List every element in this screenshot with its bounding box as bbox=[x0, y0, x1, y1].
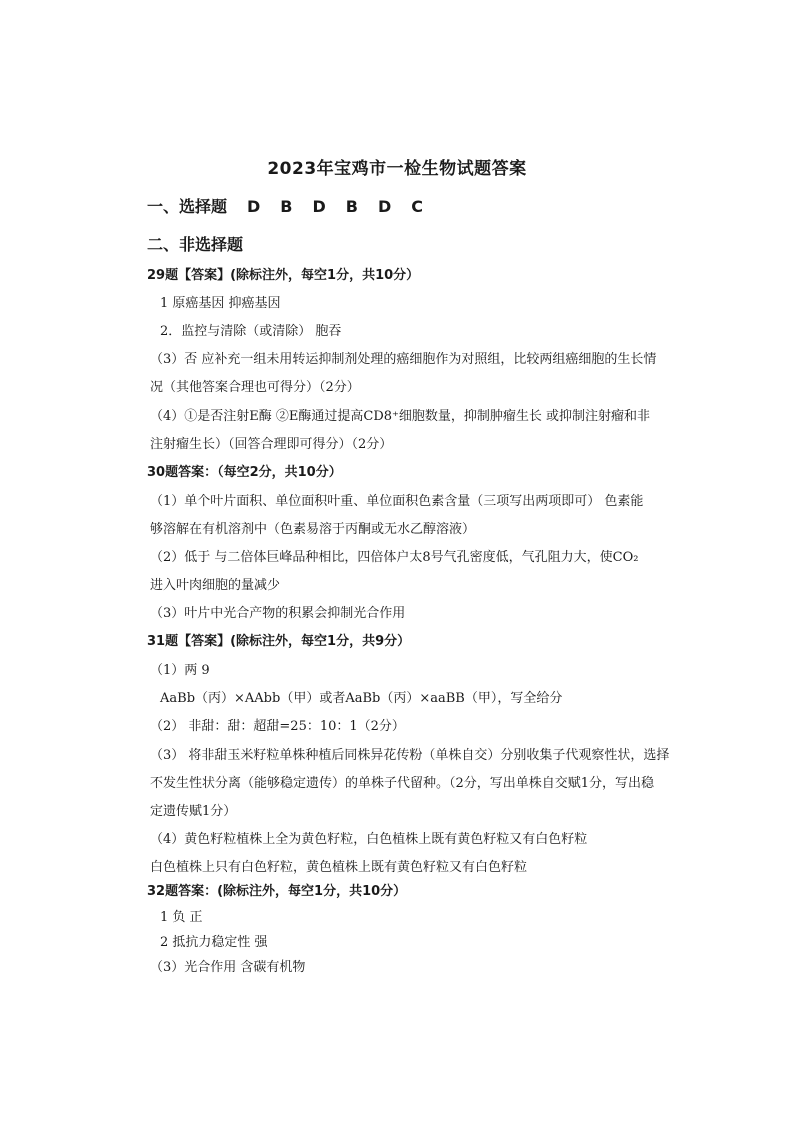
choice-answer: B bbox=[345, 197, 358, 216]
choice-answer: D bbox=[312, 197, 326, 216]
q29-line: 1 原癌基因 抑癌基因 bbox=[160, 296, 281, 311]
q30-line: （2）低于 与二倍体巨峰品种相比，四倍体户太8号气孔密度低，气孔阻力大，使CO₂ bbox=[150, 550, 639, 565]
choice-answer: C bbox=[411, 197, 424, 216]
choice-answer: B bbox=[280, 197, 293, 216]
q32-line: （3）光合作用 含碳有机物 bbox=[150, 960, 306, 975]
q30-line: （3）叶片中光合产物的积累会抑制光合作用 bbox=[150, 606, 406, 621]
q31-line: （3） 将非甜玉米籽粒单株种植后同株异花传粉（单株自交）分别收集子代观察性状，选择 bbox=[150, 748, 670, 763]
section-multiple-choice bbox=[147, 194, 423, 217]
q29-line: 注射瘤生长）（回答合理即可得分）（2分） bbox=[150, 437, 393, 452]
q29-line: 况（其他答案合理也可得分）（2分） bbox=[150, 380, 360, 395]
choice-answer: D bbox=[377, 197, 392, 216]
q30-line: 进入叶肉细胞的量减少 bbox=[150, 578, 281, 593]
q32-line: 2 抵抗力稳定性 强 bbox=[160, 935, 268, 950]
q31-line: 白色植株上只有白色籽粒，黄色植株上既有黄色籽粒又有白色籽粒 bbox=[150, 860, 528, 875]
choice-answer: D bbox=[247, 197, 261, 216]
q30-line: （1）单个叶片面积、单位面积叶重、单位面积色素含量（三项写出两项即可） 色素能 bbox=[150, 494, 644, 509]
q31-header: 31题【答案】(除标注外，每空1分，共9分） bbox=[147, 634, 411, 649]
page-title: 2023年宝鸡市一检生物试题答案 bbox=[267, 159, 527, 179]
q30-header: 30题答案：（每空2分，共10分） bbox=[147, 465, 342, 480]
q29-line: 2．监控与清除（或清除） 胞吞 bbox=[160, 324, 342, 339]
q29-header: 29题【答案】(除标注外，每空1分，共10分） bbox=[147, 268, 420, 283]
section-label: 一、选择题 bbox=[147, 197, 228, 216]
q31-line: 定遗传赋1分） bbox=[150, 804, 237, 819]
q32-header: 32题答案：(除标注外，每空1分，共10分） bbox=[147, 884, 407, 899]
q32-line: 1 负 正 bbox=[160, 910, 203, 925]
section-non-choice: 二、非选择题 bbox=[147, 235, 244, 254]
q29-line: （4）①是否注射E酶 ②E酶通过提高CD8⁺细胞数量，抑制肿瘤生长 或抑制注射瘤和非 bbox=[150, 409, 651, 424]
q31-line: （4）黄色籽粒植株上全为黄色籽粒，白色植株上既有黄色籽粒又有白色籽粒 bbox=[150, 832, 588, 847]
q30-line: 够溶解在有机溶剂中（色素易溶于丙酮或无水乙醇溶液） bbox=[150, 522, 476, 537]
q31-line: 不发生性状分离（能够稳定遗传）的单株子代留种。（2分，写出单株自交赋1分，写出稳 bbox=[150, 776, 655, 791]
q29-line: （3）否 应补充一组未用转运抑制剂处理的癌细胞作为对照组，比较两组癌细胞的生长情 bbox=[150, 352, 657, 367]
q31-line: AaBb（丙）×AAbb（甲）或者AaBb（丙）×aaBB（甲），写全给分 bbox=[160, 691, 563, 706]
q31-line: （1）两 9 bbox=[150, 663, 210, 678]
q31-line: （2） 非甜：甜：超甜=25：10：1（2分） bbox=[150, 719, 405, 734]
